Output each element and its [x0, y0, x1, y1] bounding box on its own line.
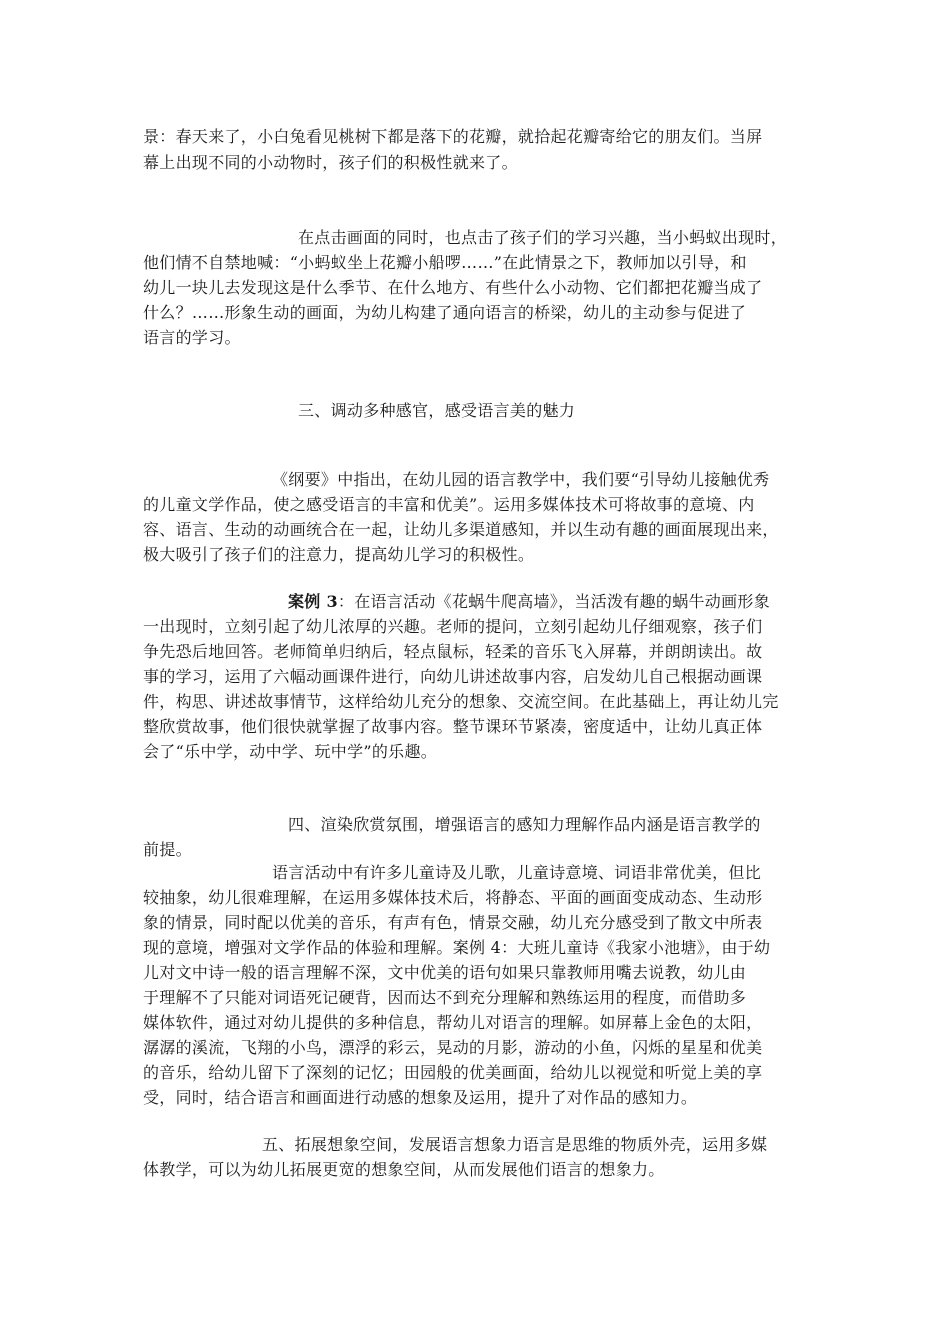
paragraph-1-line-1: 景：春天来了，小白兔看见桃树下都是落下的花瓣，就拾起花瓣寄给它的朋友们。当屏	[143, 127, 763, 146]
paragraph-4-line-5: 儿对文中诗一般的语言理解不深，文中优美的语句如果只靠教师用嘴去说教，幼儿由	[143, 963, 747, 982]
section-heading-3: 三、调动多种感官，感受语言美的魅力	[298, 401, 576, 420]
case-3-line-2: 一出现时，立刻引起了幼儿浓厚的兴趣。老师的提问，立刻引起幼儿仔细观察，孩子们	[143, 617, 763, 636]
paragraph-2-line-3: 幼儿一块儿去发现这是什么季节、在什么地方、有些什么小动物、它们都把花瓣当成了	[143, 278, 763, 297]
paragraph-4-line-6: 于理解不了只能对词语死记硬背，因而达不到充分理解和熟练运用的程度，而借助多	[143, 988, 747, 1007]
case-3-line-4: 事的学习，运用了六幅动画课件进行，向幼儿讲述故事内容，启发幼儿自己根据动画课	[143, 667, 763, 686]
paragraph-4-line-3: 象的情景，同时配以优美的音乐，有声有色，情景交融，幼儿充分感受到了散文中所表	[143, 913, 763, 932]
case-3-first-line-text: ：在语言活动《花蜗牛爬高墙》，当活泼有趣的蜗牛动画形象	[337, 592, 771, 611]
section-heading-5-line-2: 体教学，可以为幼儿拓展更宽的想象空间，从而发展他们语言的想象力。	[143, 1160, 665, 1179]
paragraph-3-line-3: 容、语言、生动的动画统合在一起，让幼儿多渠道感知，并以生动有趣的画面展现出来，	[143, 520, 779, 539]
case-3-line-6: 整欣赏故事，他们很快就掌握了故事内容。整节课环节紧凑，密度适中，让幼儿真正体	[143, 717, 763, 736]
paragraph-4-line-9: 的音乐，给幼儿留下了深刻的记忆；田园般的优美画面，给幼儿以视觉和听觉上美的享	[143, 1063, 763, 1082]
paragraph-3-line-1: 《纲要》中指出，在幼儿园的语言教学中，我们要“引导幼儿接触优秀	[272, 470, 770, 489]
section-heading-4-line-2: 前提。	[143, 840, 192, 859]
case-3-first-line	[288, 590, 770, 614]
paragraph-2-line-1: 在点击画面的同时，也点击了孩子们的学习兴趣，当小蚂蚁出现时，	[298, 228, 788, 247]
case-3-line-3: 争先恐后地回答。老师简单归纳后，轻点鼠标，轻柔的音乐飞入屏幕，并朗朗读出。故	[143, 642, 763, 661]
paragraph-4-line-8: 潺潺的溪流，飞翔的小鸟，漂浮的彩云，晃动的月影，游动的小鱼，闪烁的星星和优美	[143, 1038, 763, 1057]
case-3-label: 案例 3	[288, 592, 338, 611]
paragraph-4-line-10: 受，同时，结合语言和画面进行动感的想象及运用，提升了对作品的感知力。	[143, 1088, 698, 1107]
paragraph-4-line-4: 现的意境，增强对文学作品的体验和理解。案例 4：大班儿童诗《我家小池塘》，由于幼	[143, 938, 771, 957]
case-3-line-5: 件，构思、讲述故事情节，这样给幼儿充分的想象、交流空间。在此基础上，再让幼儿完	[143, 692, 779, 711]
paragraph-2-line-2: 他们情不自禁地喊：“小蚂蚁坐上花瓣小船啰……”在此情景之下，教师加以引导，和	[143, 253, 747, 272]
paragraph-4-line-1: 语言活动中有许多儿童诗及儿歌，儿童诗意境、词语非常优美，但比	[272, 863, 762, 882]
section-heading-4-line-1: 四、渲染欣赏氛围，增强语言的感知力理解作品内涵是语言教学的	[288, 815, 761, 834]
case-3-line-7: 会了“乐中学，动中学、玩中学”的乐趣。	[143, 742, 438, 761]
paragraph-2-line-5: 语言的学习。	[143, 328, 241, 347]
paragraph-3-line-4: 极大吸引了孩子们的注意力，提高幼儿学习的积极性。	[143, 545, 535, 564]
paragraph-3-line-2: 的儿童文学作品，使之感受语言的丰富和优美”。运用多媒体技术可将故事的意境、内	[143, 495, 755, 514]
paragraph-4-line-2: 较抽象，幼儿很难理解，在运用多媒体技术后，将静态、平面的画面变成动态、生动形	[143, 888, 763, 907]
paragraph-1-line-2: 幕上出现不同的小动物时，孩子们的积极性就来了。	[143, 153, 518, 172]
paragraph-4-line-7: 媒体软件，通过对幼儿提供的多种信息，帮幼儿对语言的理解。如屏幕上金色的太阳，	[143, 1013, 763, 1032]
paragraph-2-line-4: 什么？……形象生动的画面，为幼儿构建了通向语言的桥梁，幼儿的主动参与促进了	[143, 303, 747, 322]
section-heading-5-line-1: 五、拓展想象空间，发展语言想象力语言是思维的物质外壳，运用多媒	[262, 1135, 768, 1154]
